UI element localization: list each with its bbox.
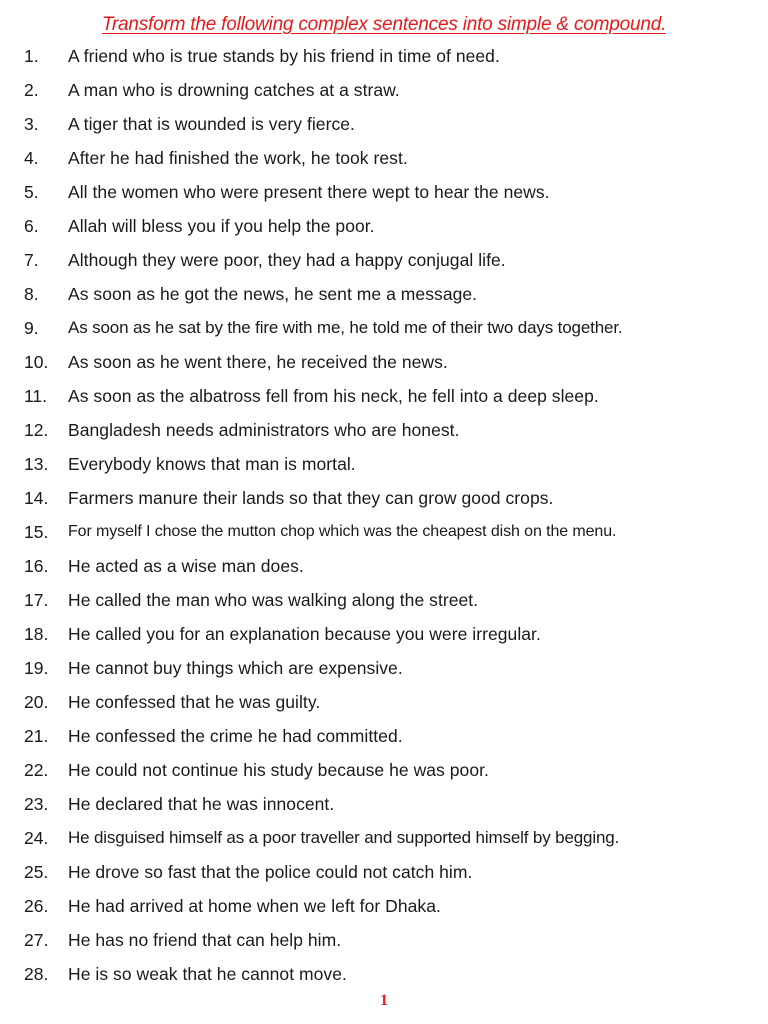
list-item (0, 447, 768, 481)
list-item (0, 379, 768, 413)
item-number: 13. (24, 454, 49, 474)
item-number: 1. (24, 46, 39, 66)
item-text: As soon as the albatross fell from his neck, he fell into a deep sleep. (68, 386, 599, 406)
list-item (0, 787, 768, 821)
item-text: Although they were poor, they had a happy conjugal life. (68, 250, 506, 270)
item-number: 26. (24, 896, 49, 916)
item-number: 17. (24, 590, 49, 610)
item-text: After he had finished the work, he took rest. (68, 148, 408, 168)
list-item (0, 175, 768, 209)
item-text: As soon as he sat by the fire with me, he told me of their two days together. (68, 318, 623, 337)
item-number: 9. (24, 318, 39, 338)
item-text: He cannot buy things which are expensive. (68, 658, 403, 678)
list-item (0, 243, 768, 277)
item-text: Farmers manure their lands so that they can grow good crops. (68, 488, 554, 508)
list-item (0, 549, 768, 583)
list-item (0, 481, 768, 515)
page-title: Transform the following complex sentences into simple & compound. (101, 14, 667, 35)
item-number: 20. (24, 692, 49, 712)
item-text: As soon as he got the news, he sent me a message. (68, 284, 478, 304)
item-text: A tiger that is wounded is very fierce. (68, 114, 355, 134)
item-number: 23. (24, 794, 49, 814)
item-number: 18. (24, 624, 49, 644)
item-text: He drove so fast that the police could not catch him. (68, 862, 473, 882)
item-text: He is so weak that he cannot move. (68, 964, 347, 984)
item-text: He confessed the crime he had committed. (68, 726, 403, 746)
item-text: As soon as he went there, he received the news. (68, 352, 448, 372)
item-text: He called you for an explanation because you were irregular. (68, 624, 541, 644)
item-number: 7. (24, 250, 39, 270)
item-number: 2. (24, 80, 39, 100)
item-number: 10. (24, 352, 49, 372)
item-number: 28. (24, 964, 49, 984)
item-number: 8. (24, 284, 39, 304)
list-item (0, 719, 768, 753)
item-text: Allah will bless you if you help the poor. (68, 216, 375, 236)
list-item (0, 889, 768, 923)
list-item (0, 617, 768, 651)
item-text: A friend who is true stands by his friend in time of need. (68, 46, 500, 66)
item-number: 27. (24, 930, 49, 950)
item-number: 11. (24, 386, 48, 406)
item-text: He had arrived at home when we left for Dhaka. (68, 896, 441, 916)
sentence-list (0, 39, 768, 991)
list-item (0, 345, 768, 379)
list-item (0, 583, 768, 617)
list-item (0, 73, 768, 107)
item-text: He called the man who was walking along the street. (68, 590, 479, 610)
list-item (0, 209, 768, 243)
item-number: 19. (24, 658, 49, 678)
item-number: 3. (24, 114, 39, 134)
list-item (0, 651, 768, 685)
item-text: Bangladesh needs administrators who are honest. (68, 420, 460, 440)
list-item (0, 311, 768, 345)
item-number: 12. (24, 420, 49, 440)
page-number: 1 (380, 992, 388, 1009)
list-item (0, 923, 768, 957)
list-item (0, 413, 768, 447)
list-item (0, 821, 768, 855)
item-number: 22. (24, 760, 49, 780)
item-text: He disguised himself as a poor traveller and supported himself by begging. (68, 828, 620, 847)
item-text: He declared that he was innocent. (68, 794, 335, 814)
item-text: Everybody knows that man is mortal. (68, 454, 356, 474)
item-number: 21. (24, 726, 49, 746)
item-number: 5. (24, 182, 39, 202)
item-text: He confessed that he was guilty. (68, 692, 321, 712)
item-text: He has no friend that can help him. (68, 930, 342, 950)
item-number: 15. (24, 522, 49, 542)
list-item (0, 39, 768, 73)
item-number: 16. (24, 556, 49, 576)
list-item (0, 753, 768, 787)
item-text: All the women who were present there wept to hear the news. (68, 182, 550, 202)
list-item (0, 685, 768, 719)
item-number: 6. (24, 216, 39, 236)
item-text: He acted as a wise man does. (68, 556, 304, 576)
item-number: 14. (24, 488, 49, 508)
item-text: He could not continue his study because he was poor. (68, 760, 489, 780)
item-number: 4. (24, 148, 39, 168)
list-item (0, 855, 768, 889)
list-item (0, 515, 768, 549)
list-item (0, 107, 768, 141)
item-number: 25. (24, 862, 49, 882)
item-text: A man who is drowning catches at a straw. (68, 80, 400, 100)
list-item (0, 277, 768, 311)
list-item (0, 957, 768, 991)
item-number: 24. (24, 828, 49, 848)
list-item (0, 141, 768, 175)
item-text: For myself I chose the mutton chop which was the cheapest dish on the menu. (68, 523, 617, 540)
